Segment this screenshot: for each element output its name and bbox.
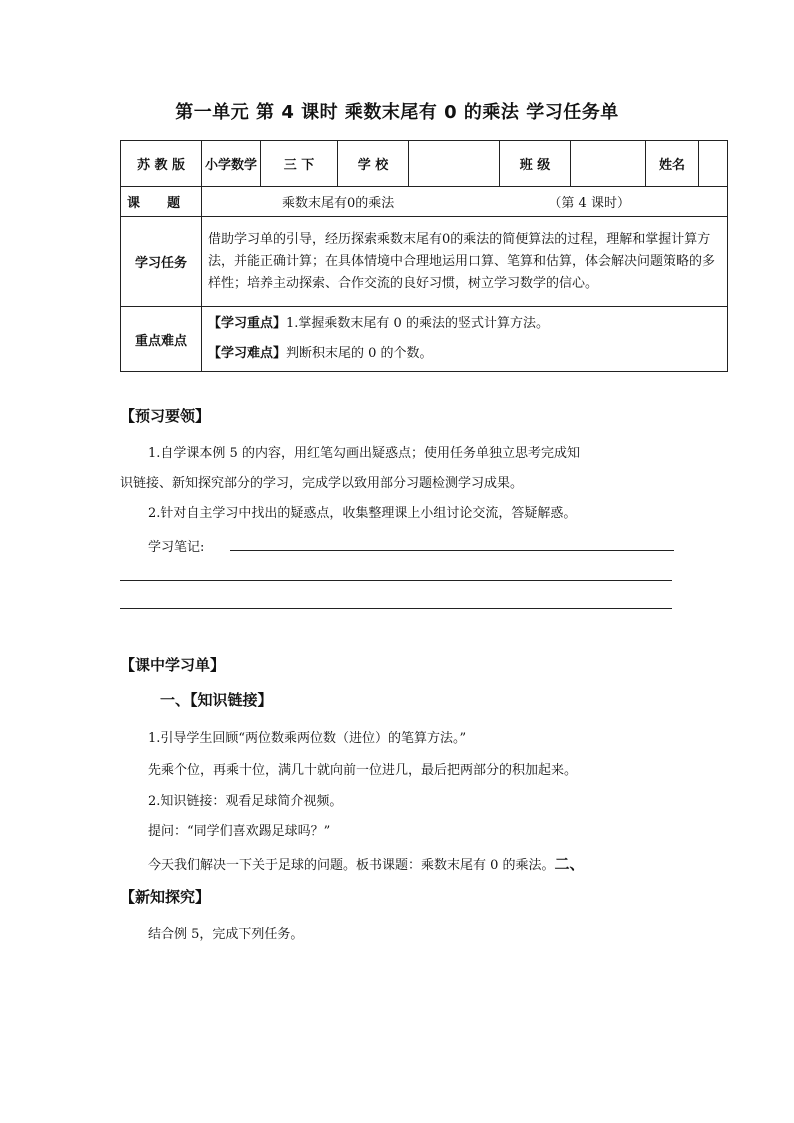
preview-p1: 1.自学课本例 5 的内容，用红笔勾画出疑惑点；使用任务单独立思考完成知 — [148, 446, 580, 461]
info-row-task — [121, 217, 728, 307]
topic-value: 乘数末尾有0的乘法 — [282, 196, 395, 211]
knowledge-link-heading: 一、【知识链接】 — [160, 691, 273, 709]
lesson-line-1: 1.引导学生回顾“两位数乘两位数（进位）的笔算方法。” — [148, 731, 467, 746]
info-row-header — [121, 141, 728, 187]
preview-p1b: 识链接、新知探究部分的学习，完成学以致用部分习题检测学习成果。 — [120, 476, 524, 491]
key-cell — [202, 307, 728, 372]
name-label: 姓名 — [646, 141, 699, 187]
difficulty-text: 判断积末尾的 0 的个数。 — [286, 346, 433, 361]
notes-line-3 — [120, 608, 672, 609]
lesson-line-4: 提问：“同学们喜欢踢足球吗？” — [148, 824, 331, 839]
subject-cell: 小学数学 — [202, 141, 261, 187]
topic-cell — [202, 187, 728, 217]
lesson-line-3: 2.知识链接：观看足球简介视频。 — [148, 794, 343, 809]
preview-p2: 2.针对自主学习中找出的疑惑点，收集整理课上小组讨论交流，答疑解惑。 — [148, 506, 577, 521]
school-label: 学 校 — [338, 141, 409, 187]
lesson-line-5 — [148, 853, 585, 874]
key-point-text: 1.掌握乘数末尾有 0 的乘法的竖式计算方法。 — [286, 316, 549, 331]
class-label: 班 级 — [500, 141, 571, 187]
lesson-line-2: 先乘个位，再乘十位，满几十就向前一位进几，最后把两部分的积加起来。 — [148, 763, 578, 778]
difficulty-tag: 【学习难点】 — [208, 346, 287, 361]
lesson-line-5-text: 今天我们解决一下关于足球的问题。板书课题：乘数末尾有 0 的乘法。 — [148, 858, 555, 873]
preview-heading: 【预习要领】 — [120, 407, 211, 425]
notes-line-1 — [230, 550, 674, 551]
info-table — [120, 140, 728, 372]
grade-cell: 三 下 — [261, 141, 338, 187]
name-value-cell — [699, 141, 728, 187]
school-value-cell — [409, 141, 500, 187]
lesson-line-6: 结合例 5，完成下列任务。 — [148, 927, 304, 942]
lesson-heading: 【课中学习单】 — [120, 656, 226, 674]
key-point-tag: 【学习重点】 — [208, 316, 287, 331]
info-row-topic — [121, 187, 728, 217]
difficulty-line — [208, 339, 721, 369]
version-cell: 苏 教 版 — [121, 141, 202, 187]
task-text: 借助学习单的引导，经历探索乘数末尾有0的乘法的简便算法的过程，理解和掌握计算方法，并能正确计算；在具体情境中合理地运用口算、笔算和估算，体会解决问题策略的多样性；培养主动探索、合作交流的良好习惯，树立学习数学的信心。 — [202, 217, 728, 307]
page-title: 第一单元 第 4 课时 乘数末尾有 0 的乘法 学习任务单 — [175, 102, 619, 123]
task-label: 学习任务 — [121, 217, 202, 307]
section-two-number: 二、 — [554, 855, 585, 873]
notes-line-2 — [120, 580, 672, 581]
key-label: 重点难点 — [121, 307, 202, 372]
info-row-key — [121, 307, 728, 372]
topic-label: 课 题 — [121, 187, 202, 217]
lesson-number: （第 4 课时） — [548, 196, 630, 211]
class-value-cell — [571, 141, 646, 187]
notes-label: 学习笔记: — [148, 540, 205, 555]
key-point-line — [208, 309, 721, 339]
new-knowledge-heading: 【新知探究】 — [120, 888, 211, 906]
